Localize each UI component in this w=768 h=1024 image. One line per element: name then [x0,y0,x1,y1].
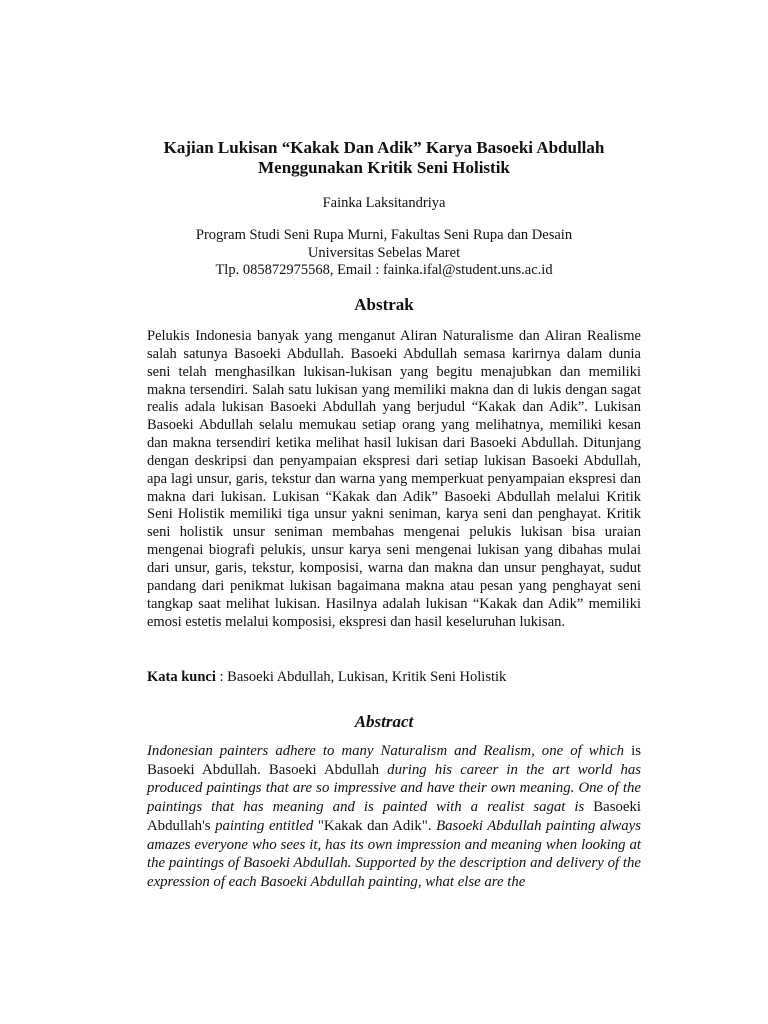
paper-title [100,138,668,178]
keywords-label: Kata kunci [147,669,216,685]
abstract-segment-2: is Basoeki Abdullah. Basoeki Abdullah [147,743,641,778]
abstract-segment-4: Basoeki Abdullah's [147,799,641,834]
abstract-segment-6: "Kakak dan Adik". [313,817,437,834]
abstrak-body: Pelukis Indonesia banyak yang menganut Aliran Naturalisme dan Aliran Realisme salah satunya Basoeki Abdullah. Basoeki Abdullah semasa karirnya dalam dunia seni telah menghasilkan lukisan-lukisan yang begitu menajubkan dan memiliki makna tersendiri. Salah satu lukisan yang memiliki makna dan di lukis dengan sagat realis adala lukisan Basoeki Abdullah yang berjudul “Kakak dan Adik”. Lukisan Basoeki Abdullah selalu memukau setiap orang yang melihatnya, memiliki kesan dan makna tersendiri ketika melihat hasil lukisan dari Basoeki Abdullah. Ditunjang dengan deskripsi dan penyampaian ekspresi dari setiap lukisan Basoeki Abdullah, apa lagi unsur, garis, tekstur dan warna yang memperkuat penyampaian ekspresi dan makna dari lukisan. Lukisan “Kakak dan Adik” Basoeki Abdullah melalui Kritik Seni Holistik memiliki tiga unsur yakni seniman, karya seni dan penghayat. Kritik seni holistik unsur seniman membahas mengenai pelukis lukisan bisa uraian mengenai biografi pelukis, unsur karya seni mengenai lukisan yang dibahas mulai dari unsur, garis, tekstur, komposisi, warna dan makna dan unsur penghayat, sudut pandang dari penikmat lukisan bagaimana makna atau pesan yang penghayat seni tangkap saat melihat lukisan. Hasilnya adalah lukisan “Kakak dan Adik” memiliki emosi estetis melalui komposisi, ekspresi dan hasil keseluruhan lukisan. [147,328,641,630]
abstract-segment-7: Basoeki Abdullah painting always amazes everyone who sees it, has its own impression and meaning when looking at the paintings of Basoeki Abdullah. Supported by the description and delivery of the expression of each Basoeki Abdullah painting, what else are the [147,817,642,890]
author-affiliation [100,227,668,280]
abstract-segment-5: painting entitled [215,817,314,834]
abstract-segment-1: Indonesian painters adhere to many Naturalism and Realism, one of which [147,743,625,759]
author-name: Fainka Laksitandriya [322,195,446,211]
paper-title-line-2: Menggunakan Kritik Seni Holistik [258,158,510,177]
keywords [147,668,641,686]
affiliation-contact: Tlp. 085872975568, Email : fainka.ifal@student.uns.ac.id [215,262,553,278]
abstract-segment-3: during his career in the art world has produced paintings that are so impressive and have their own meaning. One of the paintings that has meaning and is painted with a realist sagat is [147,761,642,816]
keywords-text: Basoeki Abdullah, Lukisan, Kritik Seni Holistik [227,669,507,685]
abstract-heading: Abstract [354,712,414,731]
abstrak-heading: Abstrak [354,295,414,314]
keywords-separator: : [215,669,228,685]
affiliation-program: Program Studi Seni Rupa Murni, Fakultas Seni Rupa dan Desain [195,227,573,243]
abstract-body [147,742,641,892]
paper-title-line-1: Kajian Lukisan “Kakak Dan Adik” Karya Basoeki Abdullah [163,138,605,157]
affiliation-university: Universitas Sebelas Maret [307,244,461,261]
